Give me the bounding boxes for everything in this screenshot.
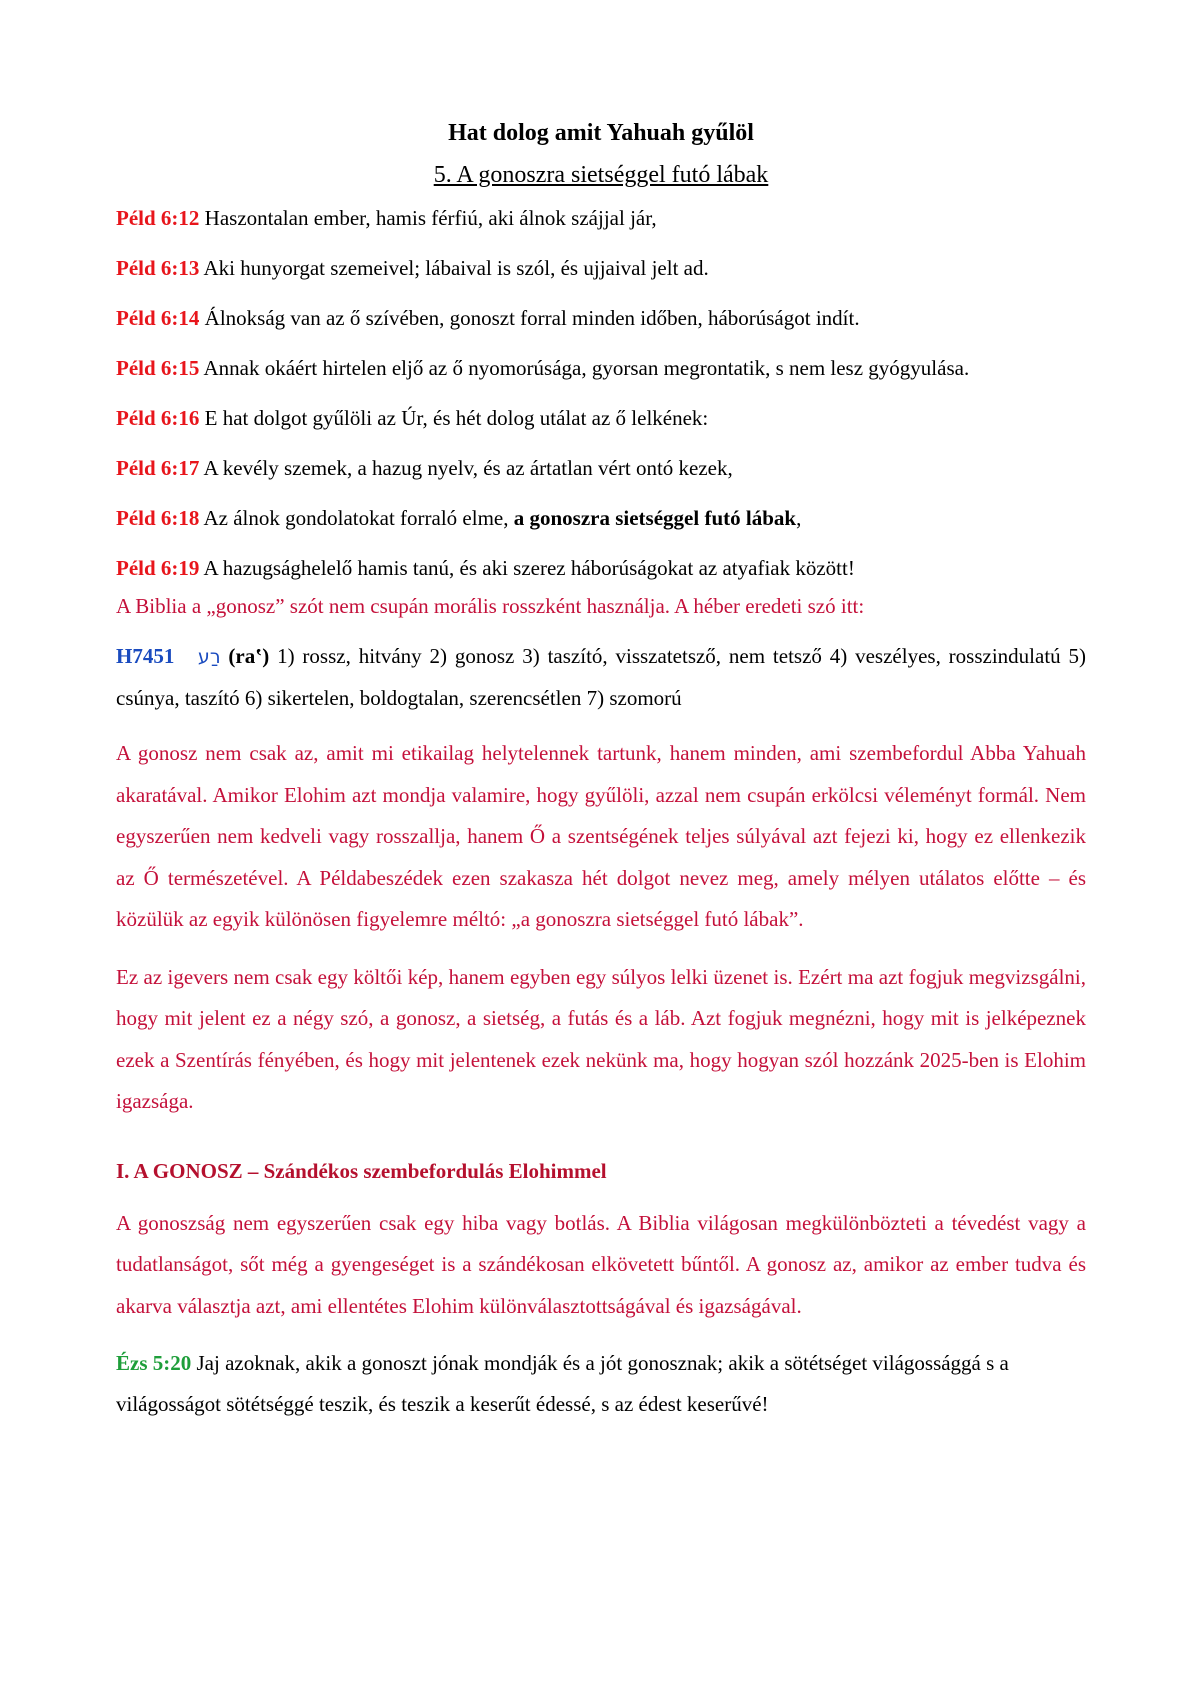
verse-text-end: , xyxy=(796,506,802,530)
verse-6-19 xyxy=(116,552,1086,584)
transliteration: (ra‛) xyxy=(228,644,270,668)
strong-definition xyxy=(116,636,1086,719)
verse-6-17 xyxy=(116,452,1086,484)
verse-ref: Péld 6:16 xyxy=(116,406,200,430)
verse-ref: Péld 6:15 xyxy=(116,356,200,380)
verse-text: Az álnok gondolatokat forraló elme, xyxy=(199,506,514,530)
verse-ref: Péld 6:18 xyxy=(116,506,200,530)
verse-6-15 xyxy=(116,352,1086,384)
verse-text: Aki hunyorgat szemeivel; lábaival is szól, és ujjaival jelt ad. xyxy=(199,256,709,280)
verse-text: Álnokság van az ő szívében, gonoszt forral minden időben, háborúságot indít. xyxy=(199,306,860,330)
section-paragraph: A gonoszság nem egyszerűen csak egy hiba vagy botlás. A Biblia világosan megkülönbözteti a tévedést vagy a tudatlanságot, sőt még a gyengeséget is a szándékosan elkövetett bűntől. A gonosz az, amikor az ember tudva és akarva választja azt, ami ellentétes Elohim különválasztottságával és igazságával. xyxy=(116,1210,1086,1318)
verse-text: E hat dolgot gyűlöli az Úr, és hét dolog utálat az ő lelkének: xyxy=(199,406,709,430)
verse-6-14 xyxy=(116,302,1086,334)
strong-number: H7451 xyxy=(116,644,175,668)
verse-6-13 xyxy=(116,252,1086,284)
verse-text: Jaj azoknak, akik a gonoszt jónak mondják és a jót gonosznak; akik a sötétséget világossággá s a világosságot sötétséggé teszik, és teszik a keserűt édessé, s az édest keserűvé! xyxy=(116,1351,1009,1416)
intro-paragraph: A Biblia a „gonosz” szót nem csupán morális rosszként használja. A héber eredeti szó itt: xyxy=(116,594,865,618)
section-heading: I. A GONOSZ – Szándékos szembefordulás Elohimmel xyxy=(116,1158,607,1183)
verse-6-18 xyxy=(116,502,1086,534)
verse-ref: Péld 6:13 xyxy=(116,256,200,280)
definition-text: 1) rossz, hitvány 2) gonosz 3) taszító, visszatetsző, nem tetsző 4) veszélyes, rosszindulatú 5) csúnya, taszító 6) sikertelen, boldogtalan, szerencsétlen 7) szomorú xyxy=(116,644,1087,710)
page-title: Hat dolog amit Yahuah gyűlöl xyxy=(448,120,754,146)
verse-6-16 xyxy=(116,402,1086,434)
verse-text: Annak okáért hirtelen eljő az ő nyomorúsága, gyorsan megrontatik, s nem lesz gyógyulása. xyxy=(199,356,970,380)
verse-ref: Péld 6:14 xyxy=(116,306,200,330)
verse-text: Haszontalan ember, hamis férfiú, aki álnok szájjal jár, xyxy=(199,206,657,230)
hebrew-word: רַע xyxy=(197,646,221,668)
body-paragraph: A gonosz nem csak az, amit mi etikailag helytelennek tartunk, hanem minden, ami szembefordul Abba Yahuah akaratával. Amikor Elohim azt mondja valamire, hogy gyűlöli, azzal nem csupán erkölcsi véleményt formál. Nem egyszerűen nem kedveli vagy rosszallja, hanem Ő a szentségének teljes súlyával azt fejezi ki, hogy ez ellenkezik az Ő természetével. A Példabeszédek ezen szakasza hét dolgot nevez meg, amely mélyen utálatos előtte – és közülük az egyik különösen figyelemre méltó: „a gonoszra sietséggel futó lábak”. xyxy=(116,741,1086,931)
verse-text: A hazugsághelelő hamis tanú, és aki szerez háborúságokat az atyafiak között! xyxy=(199,556,855,580)
verse-ref: Péld 6:19 xyxy=(116,556,200,580)
verse-ref: Péld 6:17 xyxy=(116,456,200,480)
verse-ezs-5-20 xyxy=(116,1343,1086,1425)
verse-text: A kevély szemek, a hazug nyelv, és az ártatlan vért ontó kezek, xyxy=(199,456,733,480)
verse-ref: Péld 6:12 xyxy=(116,206,200,230)
page-subtitle: 5. A gonoszra sietséggel futó lábak xyxy=(433,162,769,188)
verse-6-12 xyxy=(116,202,1086,234)
verse-ref: Ézs 5:20 xyxy=(116,1351,192,1375)
highlighted-phrase: a gonoszra sietséggel futó lábak xyxy=(513,506,797,530)
body-paragraph: Ez az igevers nem csak egy költői kép, hanem egyben egy súlyos lelki üzenet is. Ezért ma azt fogjuk megvizsgálni, hogy mit jelent ez a négy szó, a gonosz, a sietség, a futás és a láb. Azt fogjuk megnézni, hogy mit is jelképeznek ezek a Szentírás fényében, és hogy mit jelentenek ezek nekünk ma, hogy hogyan szól hozzánk 2025-ben is Elohim igazsága. xyxy=(116,964,1086,1113)
